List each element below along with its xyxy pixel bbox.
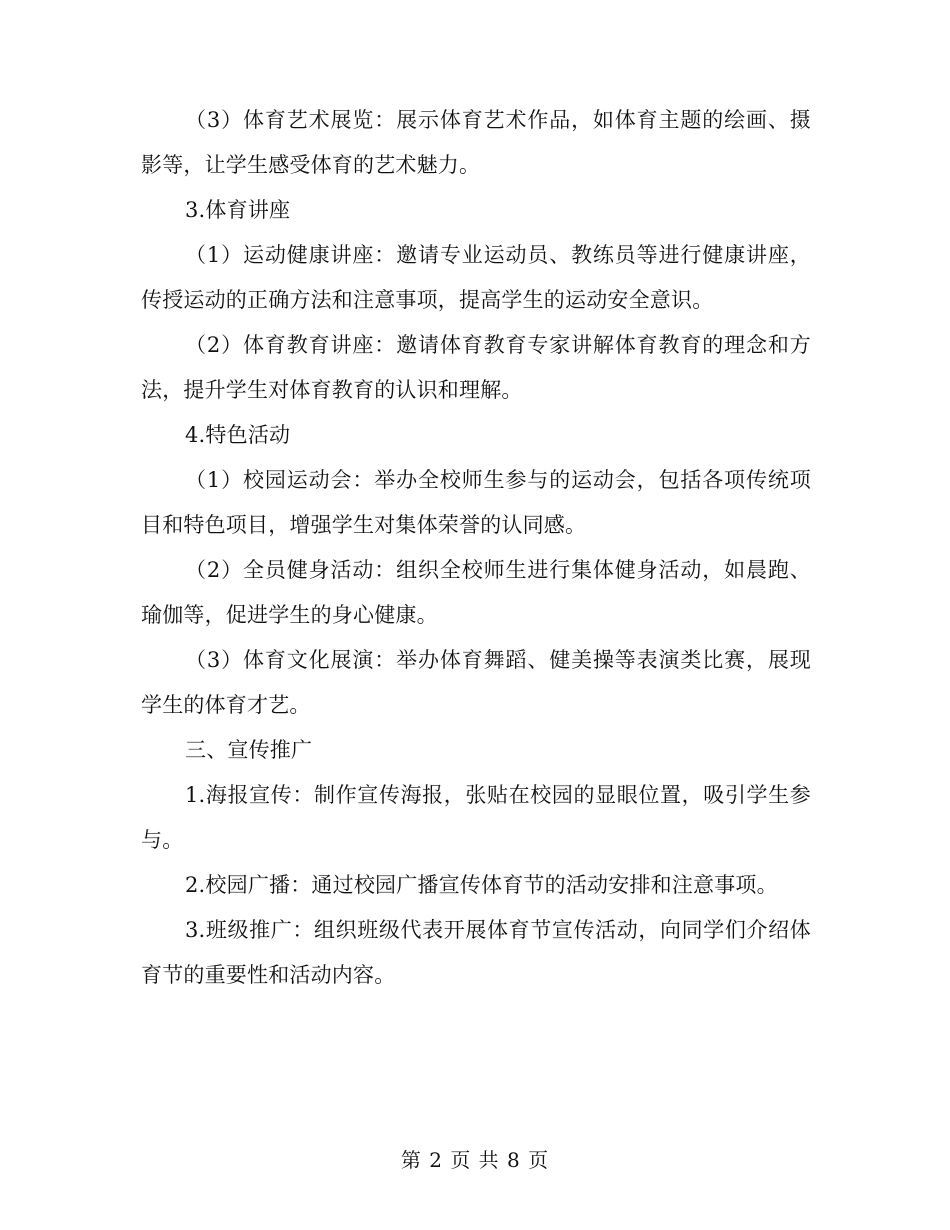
paragraph-health-lecture: （1）运动健康讲座：邀请专业运动员、教练员等进行健康讲座，传授运动的正确方法和注意事项，提高学生的运动安全意识。 xyxy=(141,243,811,312)
paragraph-education-lecture: （2）体育教育讲座：邀请体育教育专家讲解体育教育的理念和方法，提升学生对体育教育的认识和理解。 xyxy=(141,333,811,402)
section-heading-special-activities: 4.特色活动 xyxy=(185,423,291,447)
paragraph-fitness-activity: （2）全员健身活动：组织全校师生进行集体健身活动，如晨跑、瑜伽等，促进学生的身心健康。 xyxy=(141,558,811,627)
section-heading-promotion: 三、宣传推广 xyxy=(185,738,313,762)
paragraph-poster-promotion: 1.海报宣传：制作宣传海报，张贴在校园的显眼位置，吸引学生参与。 xyxy=(141,783,811,852)
document-body xyxy=(141,98,811,998)
paragraph-class-promotion: 3.班级推广：组织班级代表开展体育节宣传活动，向同学们介绍体育节的重要性和活动内容。 xyxy=(141,918,811,987)
paragraph-culture-performance: （3）体育文化展演：举办体育舞蹈、健美操等表演类比赛，展现学生的体育才艺。 xyxy=(141,648,811,717)
section-heading-lectures: 3.体育讲座 xyxy=(185,198,291,222)
paragraph-art-exhibition: （3）体育艺术展览：展示体育艺术作品，如体育主题的绘画、摄影等，让学生感受体育的艺术魅力。 xyxy=(141,108,811,177)
paragraph-campus-broadcast: 2.校园广播：通过校园广播宣传体育节的活动安排和注意事项。 xyxy=(185,873,778,897)
page-number-footer: 第 2 页 共 8 页 xyxy=(400,1148,550,1172)
paragraph-sports-meet: （1）校园运动会：举办全校师生参与的运动会，包括各项传统项目和特色项目，增强学生对集体荣誉的认同感。 xyxy=(141,468,811,537)
